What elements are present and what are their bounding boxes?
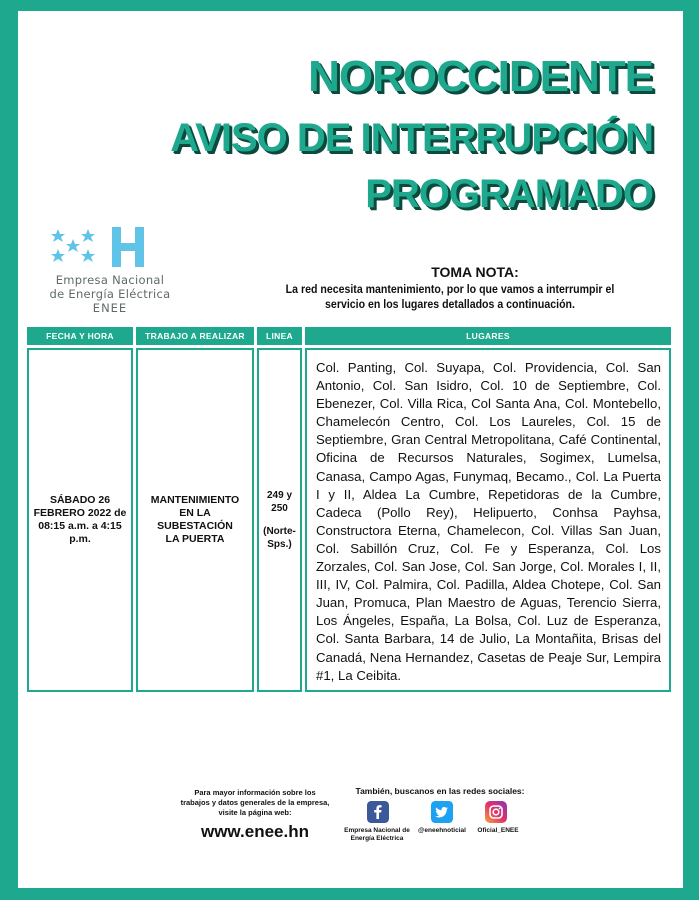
date-text: SÁBADO 26 FEBRERO 2022 de 08:15 a.m. a 4:15 p.m. [33, 494, 127, 545]
twitter-label: @eneehnoticial [418, 827, 466, 834]
logo-text-line2: de Energía Eléctrica [49, 287, 171, 301]
line-text [259, 489, 300, 551]
logo-text-line1: Empresa Nacional [55, 273, 165, 287]
note-heading: TOMA NOTA: [431, 264, 519, 280]
cell-places [305, 348, 671, 692]
enee-logo-icon [48, 225, 168, 269]
facebook-label: Empresa Nacional de Energía Eléctrica [344, 827, 410, 842]
social-heading: También, buscanos en las redes sociales: [355, 786, 525, 796]
cell-date [27, 348, 133, 692]
notice-title-line2: PROGRAMADO [365, 172, 653, 216]
work-text: MANTENIMIENTO EN LA SUBESTACIÓN LA PUERTA [150, 494, 240, 545]
line-zone: (Norte-Sps.) [263, 526, 296, 550]
header-line: LINEA [257, 327, 302, 345]
notice-title-line1: AVISO DE INTERRUPCIÓN [170, 116, 653, 160]
header-date: FECHA Y HORA [27, 327, 133, 345]
logo-text-line3: ENEE [92, 301, 128, 315]
line-number: 249 y 250 [266, 490, 293, 514]
enee-logo [30, 225, 190, 315]
website-link[interactable]: www.enee.hn [200, 822, 309, 841]
header-work: TRABAJO A REALIZAR [136, 327, 254, 345]
twitter-icon[interactable] [431, 801, 453, 823]
instagram-icon[interactable] [485, 801, 507, 823]
footer-info-text: Para mayor información sobre los trabajos y datos generales de la empresa, visite la página web: [180, 788, 330, 817]
facebook-icon[interactable] [367, 801, 389, 823]
cell-line [257, 348, 302, 692]
note-text: La red necesita mantenimiento, por lo que vamos a interrumpir el servicio en los lugares detallados a continuación. [285, 284, 615, 311]
instagram-label: Oficial_ENEE [477, 827, 519, 834]
cell-work [136, 348, 254, 692]
places-text: Col. Panting, Col. Suyapa, Col. Providencia, Col. San Antonio, Col. San Isidro, Col. 10 de Septiembre, Col. Ebenezer, Col. Villa Rica, Col Santa Ana, Col. Montebello, Chamelecón Centro, Col. Los Laureles, Col. 15 de Septiembre, Gran Central Metropolitana, Café Continental, Oficina de Recursos Naturales, Sogimex, Lumelsa, Canasa, Campo Agas, Funymaq, Becamo., Col. La Puerta I y II, Aldea La Cumbre, Repetidoras de la Cumbre, Cadeca (Pollo Rey), Helipuerto, Conhsa Payhsa, Constructora Eterna, Chamelecon, Col. Villas San Juan, Col. Sabillón Cruz, Col. Fe y Esperanza, Col. Los Zorzales, Col. San Jose, Col. San Jorge, Col. Morales I, II, III, IV, Col. Palmira, Col. Padilla, Aldea Chotepe, Col. San Juan, Promuca, Plan Maestro de Aguas, Terencio Sierra, Los Ángeles, España, La Bolsa, Col. Luz de Esperanza, Col. Santa Barbara, 14 de Julio, La Montañita, Brisas del Canadá, Nena Hernandez, Casetas de Peaje Sur, Lempira #1, La Ceibita. [316, 360, 661, 683]
header-places: LUGARES [305, 327, 671, 345]
region-title: NOROCCIDENTE [308, 52, 653, 101]
